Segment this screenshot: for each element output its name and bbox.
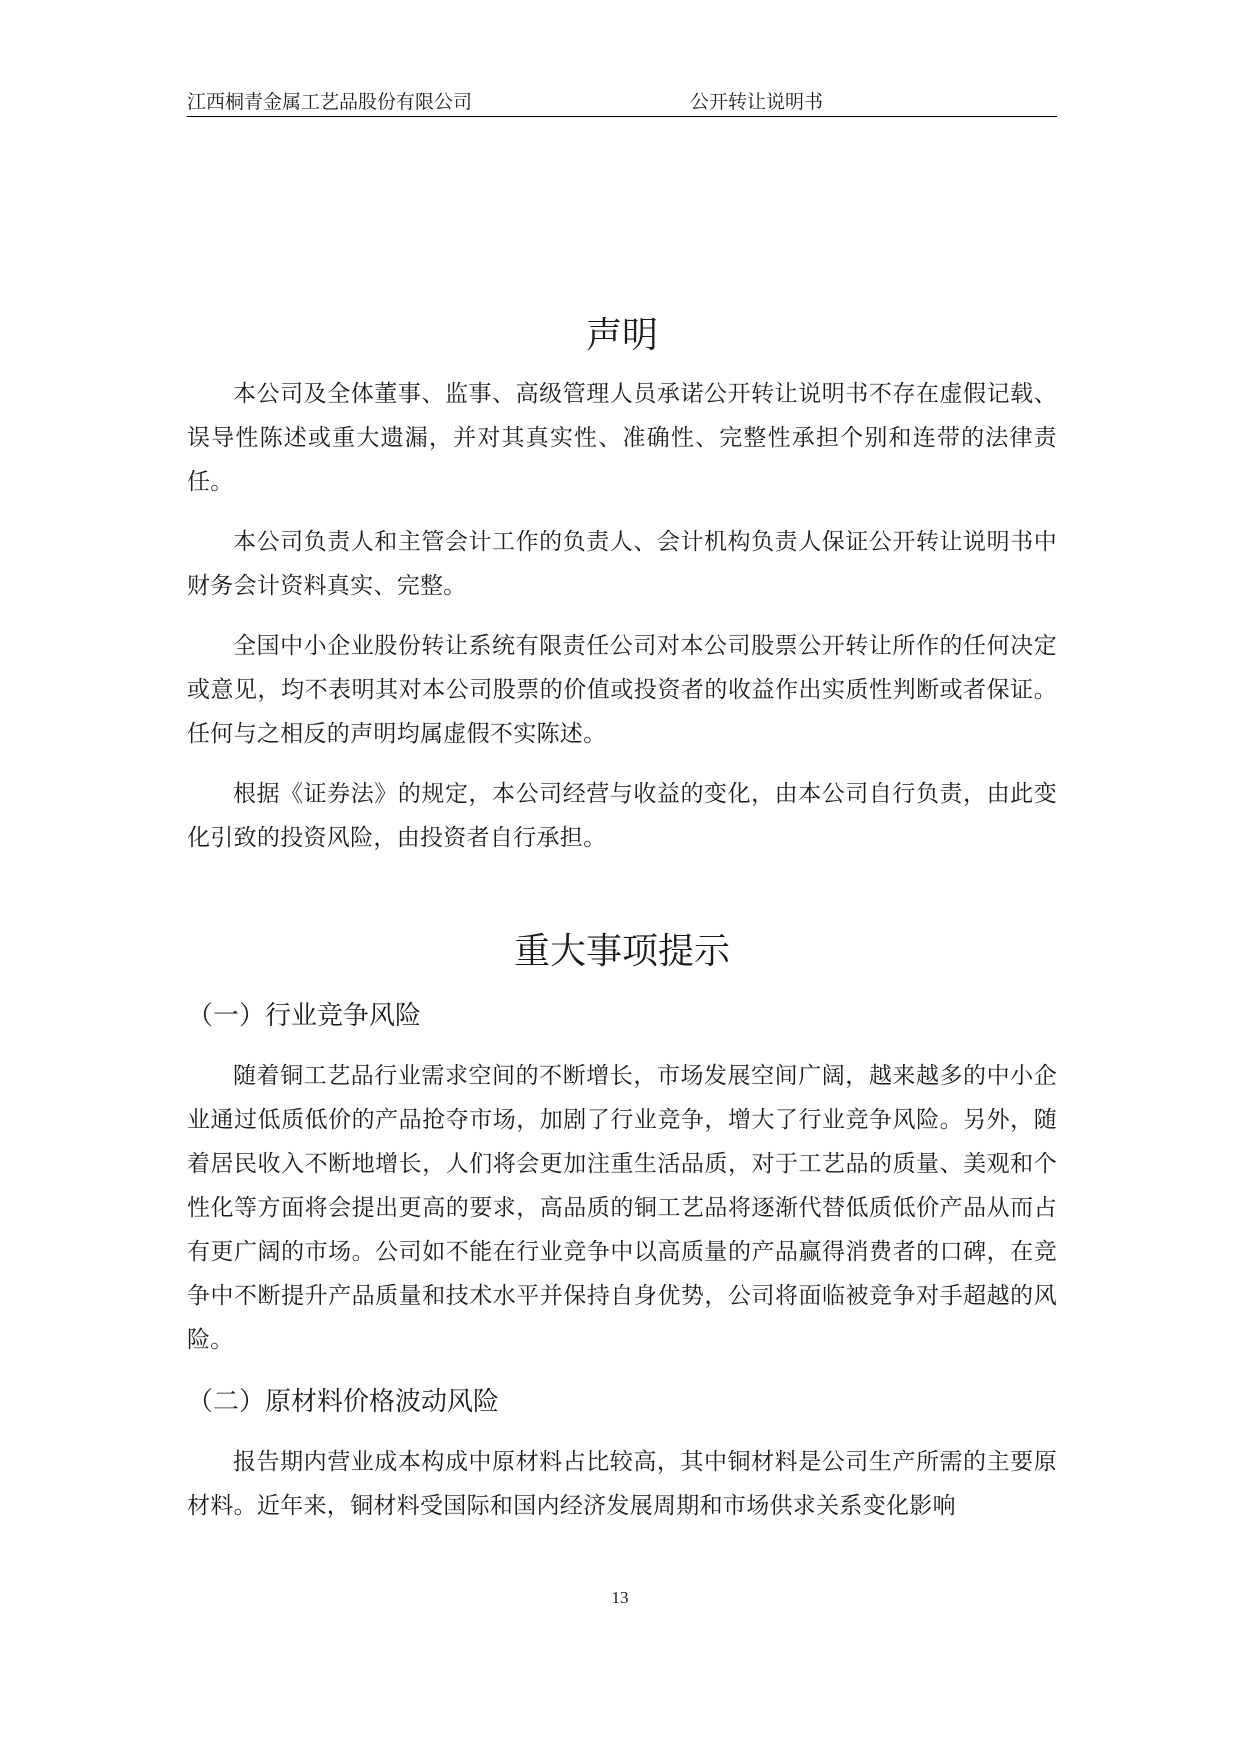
section-heading-industry-competition: （一）行业竞争风险 xyxy=(187,1001,422,1031)
declaration-paragraph: 本公司负责人和主管会计工作的负责人、会计机构负责人保证公开转让说明书中财务会计资料真实、完整。 xyxy=(187,529,1057,599)
declaration-title: 声明 xyxy=(585,315,658,356)
page-header xyxy=(187,88,1057,117)
header-document-title: 公开转让说明书 xyxy=(690,91,824,113)
section-paragraph-raw-material-price: 报告期内营业成本构成中原材料占比较高，其中铜材料是公司生产所需的主要原材料。近年来，铜材料受国际和国内经济发展周期和市场供求关系变化影响 xyxy=(187,1449,1057,1519)
section-paragraph-industry-competition: 随着铜工艺品行业需求空间的不断增长，市场发展空间广阔，越来越多的中小企业通过低质低价的产品抢夺市场，加剧了行业竞争，增大了行业竞争风险。另外，随着居民收入不断地增长，人们将会更加注重生活品质，对于工艺品的质量、美观和个性化等方面将会提出更高的要求，高品质的铜工艺品将逐渐代替低质低价产品从而占有更广阔的市场。公司如不能在行业竞争中以高质量的产品赢得消费者的口碑，在竞争中不断提升产品质量和技术水平并保持自身优势，公司将面临被竞争对手超越的风险。 xyxy=(187,1063,1057,1353)
page-content xyxy=(187,310,1057,1544)
declaration-paragraph: 全国中小企业股份转让系统有限责任公司对本公司股票公开转让所作的任何决定或意见，均不表明其对本公司股票的价值或投资者的收益作出实质性判断或者保证。任何与之相反的声明均属虚假不实陈述。 xyxy=(187,633,1057,747)
major-matters-title: 重大事项提示 xyxy=(513,931,730,972)
declaration-paragraph: 本公司及全体董事、监事、高级管理人员承诺公开转让说明书不存在虚假记载、误导性陈述或重大遗漏，并对其真实性、准确性、完整性承担个别和连带的法律责任。 xyxy=(187,381,1057,495)
header-company-name: 江西桐青金属工艺品股份有限公司 xyxy=(187,91,473,113)
page-number: 13 xyxy=(611,1588,629,1607)
declaration-paragraph: 根据《证券法》的规定，本公司经营与收益的变化，由本公司自行负责，由此变化引致的投资风险，由投资者自行承担。 xyxy=(187,781,1057,851)
section-heading-raw-material-price: （二）原材料价格波动风险 xyxy=(187,1387,500,1417)
